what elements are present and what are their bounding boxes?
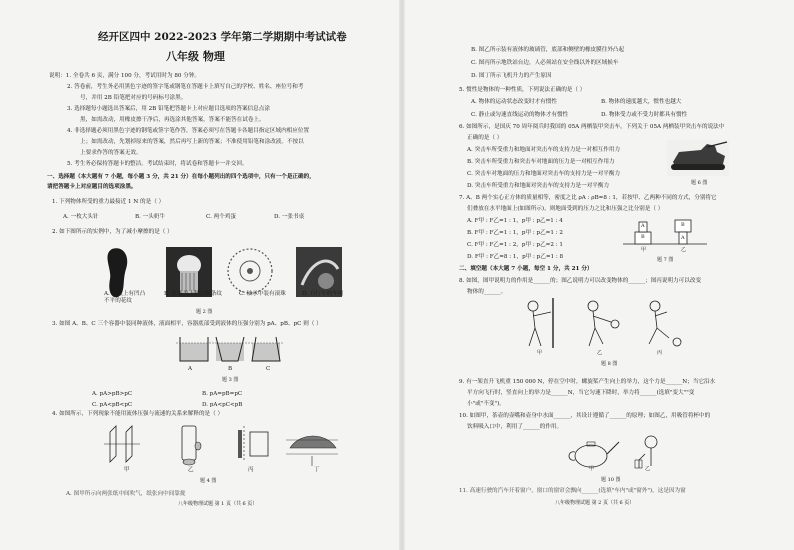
q1-option-b: B. 一头奶牛 bbox=[135, 214, 166, 220]
exam-title: 经开区四中 2022-2023 学年第二学期期中考试试卷 bbox=[98, 31, 347, 43]
section1-heading: 一、选择题（本大题有 7 小题，每小题 3 分，共 21 分）在每小题列出的四个选项中，只有一个是正确的， bbox=[47, 174, 315, 180]
q7-label-jia: 甲 bbox=[641, 247, 647, 253]
q6-stem: 6. 如图所示，是国庆 70 周年阅兵时我国的 05A 两栖装甲突击车，下列关于 05A 两栖装甲突击车的说法中 bbox=[459, 124, 725, 130]
q4-option-d: D. 图丁所示飞机升力的产生原因 bbox=[471, 73, 552, 79]
q4-figures bbox=[100, 422, 340, 470]
q10-label-yi: 乙 bbox=[645, 466, 651, 472]
q8-label-yi: 乙 bbox=[597, 350, 603, 356]
note-line: 上；如需改动，先划掉原来的答案，然后再写上新的答案；不准使用铅笔和涂改液。不按以 bbox=[80, 139, 304, 145]
note-line: 黑，如需改动，用橡皮擦干净后，再选涂其他答案，答案不能答在试卷上。 bbox=[80, 117, 265, 123]
page-footer: 八年级物理试题 第 1 页（共 6 页） bbox=[178, 501, 258, 507]
q7-caption: 题 7 图 bbox=[657, 257, 674, 263]
q4-option-c: C. 图丙所示地铁站台边，人必须站在安全线以外的区域候车 bbox=[471, 60, 619, 66]
q4-option-b: B. 图乙所示装有液体的玻璃管，底部和侧壁的橡皮膜往外凸起 bbox=[471, 47, 625, 53]
q3-option-d: D. pA<pC<pB bbox=[202, 402, 243, 408]
q2-option-a: A. 鞋底上有凹凸不平的花纹 bbox=[104, 291, 146, 304]
glass-tube-sketch bbox=[182, 426, 201, 465]
ball-bearing-photo bbox=[228, 249, 272, 293]
q10-label-jia: 甲 bbox=[589, 466, 595, 472]
q4-label-jia: 甲 bbox=[124, 467, 130, 473]
q5-option-a: A. 物体的运动状态改变时才有惯性 bbox=[471, 99, 557, 105]
q10-figures bbox=[561, 430, 671, 472]
q3-caption: 题 3 图 bbox=[222, 377, 239, 383]
q2-option-d: D. 自行车的车闸 bbox=[302, 291, 344, 297]
child-drinking-sketch bbox=[635, 436, 657, 468]
q8-label-jia: 甲 bbox=[537, 350, 543, 356]
q7-option-b: B. F甲 : F乙=1 : 1，p甲 : p乙=1 : 2 bbox=[467, 230, 563, 236]
q8-stem: 8. 如图，图甲说明力的作用是______的；图乙说明力可以改变物体的______；图丙说明力可以改变 bbox=[459, 278, 702, 284]
q7-option-c: C. F甲 : F乙=1 : 2，p甲 : p乙=2 : 1 bbox=[467, 242, 563, 248]
q7-stem-line2: 们叠放在水平地面上(如图所示)，则地面受到的压力之比和压强之比分别是（ ） bbox=[467, 206, 664, 212]
q2-option-c: C. 轴承中装有滚珠 bbox=[239, 291, 286, 297]
section2-heading: 二、填空题（本大题 7 小题，每空 1 分，共 21 分） bbox=[459, 266, 593, 272]
q10-caption: 题 10 图 bbox=[601, 477, 621, 483]
q3-label-c: C bbox=[266, 366, 271, 372]
subway-platform-sketch bbox=[238, 426, 268, 462]
teapot-sketch bbox=[569, 442, 619, 467]
boy-pushing-wall-sketch bbox=[528, 298, 553, 348]
exam-subtitle: 八年级 物理 bbox=[166, 50, 225, 63]
right-page bbox=[405, 0, 794, 550]
q8-stem-line2: 物体的______。 bbox=[467, 289, 507, 295]
q5-option-d: D. 物体受力或不受力时都具有惯性 bbox=[601, 112, 688, 118]
q5-option-c: C. 静止或匀速直线运动的物体才有惯性 bbox=[471, 112, 569, 118]
q6-option-d: D. 突击车所受重力和地面对突击车的支持力是一对平衡力 bbox=[467, 183, 610, 189]
q2-caption: 题 2 图 bbox=[196, 309, 213, 315]
q7-label-a-top: A bbox=[641, 223, 645, 229]
q7-option-a: A. F甲 : F乙=1 : 1，p甲 : p乙=1 : 4 bbox=[467, 218, 563, 224]
q4-label-yi: 乙 bbox=[188, 467, 194, 473]
note-line: 4. 非选择题必须用黑色字迹的钢笔或签字笔作答，答案必须写在答题卡各题目指定区域内相应位置 bbox=[67, 128, 310, 134]
q3-label-a: A bbox=[188, 366, 193, 372]
q5-option-b: B. 物体的速度越大，惯性也越大 bbox=[601, 99, 682, 105]
kid-pushing-ball-sketch bbox=[588, 301, 619, 346]
q9-line2: 平方向飞行时，竖直向上的举力是______N，当它匀速下降时，举力将______(选填"变大""变 bbox=[467, 390, 695, 396]
note-line: 3. 选择题每小题选出答案后，用 2B 铅笔把答题卡上对应题目选项的答案信息点涂 bbox=[67, 106, 270, 112]
q7-label-b-bottom: B bbox=[641, 234, 645, 240]
armored-vehicle-photo bbox=[667, 140, 729, 176]
q6-caption: 题 6 图 bbox=[691, 180, 708, 186]
note-line: 2. 答卷前，考生务必用黑色字迹的签字笔或钢笔在答题卡上填写自己的学校、姓名、座位号和考 bbox=[67, 84, 304, 90]
q9-line1: 9. 有一架直升飞机重 150 000 N，停在空中时，螺旋桨产生向上的举力，这个力是______N；当它沿水 bbox=[459, 379, 716, 385]
q9-line3: 小"或"不变")。 bbox=[467, 401, 505, 407]
q1-option-a: A. 一枚大头针 bbox=[63, 214, 99, 220]
q5-stem: 5. 惯性是物体的一种性质，下列说法正确的是（ ） bbox=[459, 87, 586, 93]
q6-option-b: B. 突击车所受重力和突击车对地面的压力是一对相互作用力 bbox=[467, 159, 615, 165]
note-line: 说明：1. 全卷共 6 页，满分 100 分，考试用时为 80 分钟。 bbox=[49, 73, 201, 79]
note-line: 号，并用 2B 铅笔把对应的号码标号涂黑。 bbox=[80, 95, 187, 101]
q4-option-a: A. 图甲所示向两张纸中间吹气，纸张向中间靠拢 bbox=[66, 491, 186, 497]
q3-label-b: B bbox=[228, 366, 233, 372]
q3-option-c: C. pA<pB<pC bbox=[92, 402, 133, 408]
q7-stem: 7. A、B 两个实心正方体的质量相等，密度之比 ρA : ρB=8 : 1，若按甲、乙两种不同的方式，分别将它 bbox=[459, 195, 717, 201]
q2-stem: 2. 如下图所示的实例中，为了减小摩擦的是（ ） bbox=[52, 229, 173, 235]
page-footer: 八年级物理试题 第 2 页（共 6 页） bbox=[555, 500, 635, 506]
q7-label-a-bottom: A bbox=[681, 235, 685, 241]
q8-figures bbox=[513, 298, 693, 350]
q10-line2: 饮料吸入口中，利用了______的作用。 bbox=[467, 424, 563, 430]
section1-heading-line2: 请把答题卡上对应题目的选项涂黑。 bbox=[47, 184, 137, 190]
q3-stem: 3. 如图 A、B、C 三个容器中装同种液体，液面相平，容器底部受到液体的压强分别为 pA、pB、pC 则（ ） bbox=[52, 321, 322, 327]
q7-label-b-top: B bbox=[681, 222, 685, 228]
q8-label-bing: 丙 bbox=[657, 350, 663, 356]
bike-brake-photo bbox=[296, 247, 342, 297]
shoe-sole-photo bbox=[107, 248, 127, 297]
two-papers-sketch bbox=[104, 426, 140, 462]
note-line: 5. 考生务必保持答题卡的整洁。考试结束时，将试卷和答题卡一并交回。 bbox=[67, 161, 248, 167]
q8-caption: 题 8 图 bbox=[601, 361, 618, 367]
note-line: 上要求作答的答案无效。 bbox=[80, 150, 142, 156]
airfoil-sketch bbox=[286, 436, 338, 466]
q4-caption: 题 4 图 bbox=[200, 478, 217, 484]
soccer-kick-sketch bbox=[649, 301, 681, 346]
q6-stem-line2: 正确的是（ ） bbox=[467, 135, 503, 141]
q4-label-bing: 丙 bbox=[248, 467, 254, 473]
q7-option-d: D. F甲 : F乙=8 : 1，p甲 : p乙=1 : 8 bbox=[467, 254, 564, 260]
q1-option-d: D. 一张书桌 bbox=[274, 214, 305, 220]
q3-containers-figure bbox=[176, 335, 286, 365]
q10-line1: 10. 如图甲，茶壶的壶嘴和壶身中水面______，其设计遵循了______的原理；如图乙，用吸管将杯中的 bbox=[459, 413, 711, 419]
q1-option-c: C. 两个鸡蛋 bbox=[206, 214, 237, 220]
bottle-cap-photo bbox=[166, 247, 212, 297]
q7-label-yi: 乙 bbox=[681, 247, 687, 253]
q4-stem: 4. 如图所示，下列现象不能用流体压强与流速的关系来解释的是（ ） bbox=[52, 411, 224, 417]
q1-stem: 1. 下列物体所受的重力最接近 1 N 的是（ ） bbox=[52, 199, 165, 205]
q3-option-a: A. pA>pB>pC bbox=[92, 391, 133, 397]
q6-option-a: A. 突击车所受重力和地面对突击车的支持力是一对相互作用力 bbox=[467, 147, 621, 153]
q4-label-ding: 丁 bbox=[314, 467, 320, 473]
q3-option-b: B. pA=pB=pC bbox=[202, 391, 243, 397]
q6-option-c: C. 突击车对地面的压力和地面对突击车的支持力是一对平衡力 bbox=[467, 171, 621, 177]
q11-line1: 11. 高速行驶的汽车开着窗户，窗口的窗帘会飘向______(选填"车内"或"窗外")，这是因为窗 bbox=[459, 488, 686, 494]
q7-stacked-cubes-figure bbox=[623, 214, 707, 246]
q2-option-b: B. 在瓶盖上制出细条纹 bbox=[164, 291, 223, 297]
